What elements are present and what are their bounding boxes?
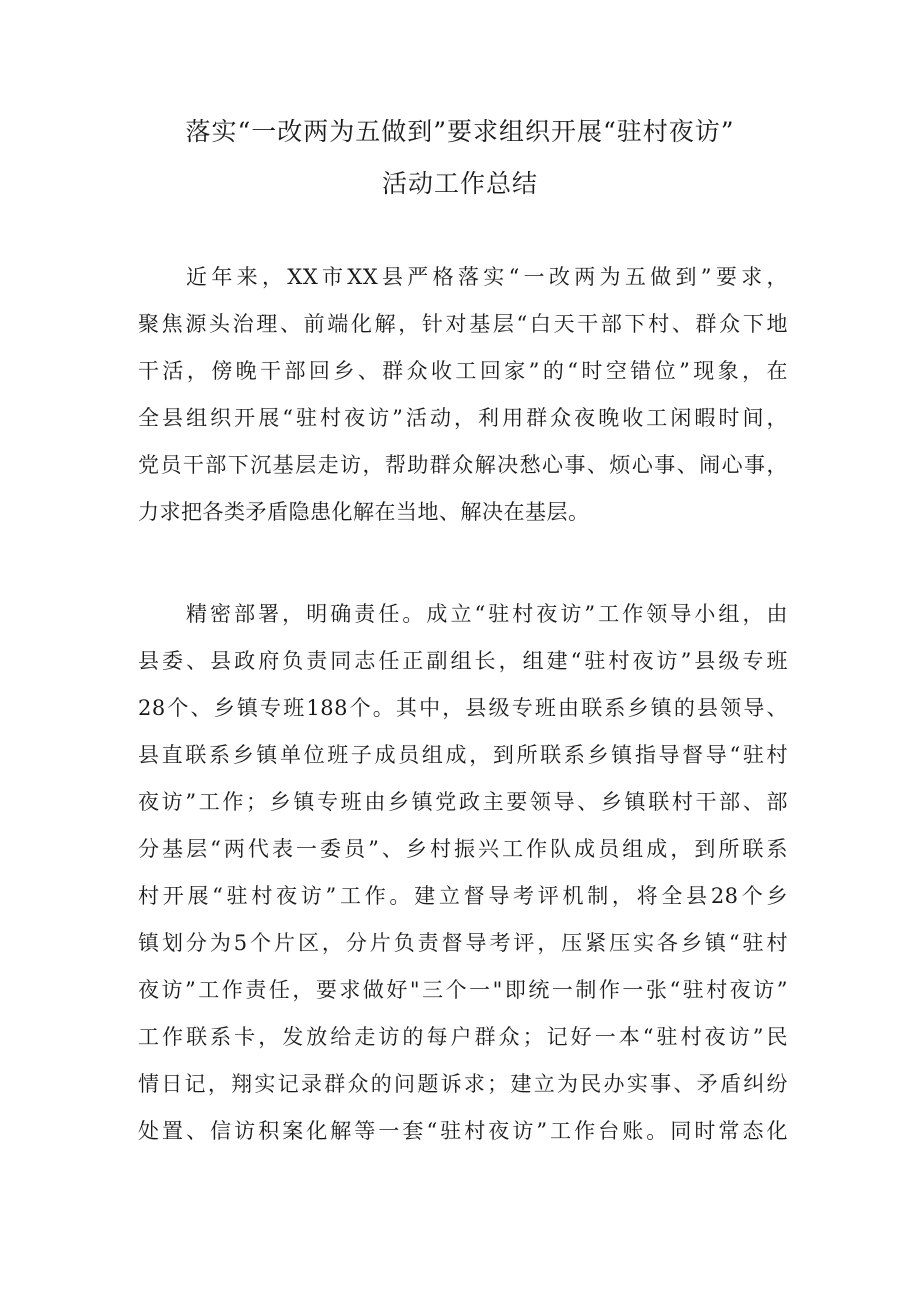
paragraph-1 [138,254,788,536]
paragraph-2-line: 村开展“驻村夜访”工作。建立督导考评机制，将全县28个乡 [138,884,788,908]
paragraph-1-line: 聚焦源头治理、前端化解，针对基层“白天干部下村、群众下地 [138,312,788,336]
paragraph-2-line: 精密部署，明确责任。成立“驻村夜访”工作领导小组，由 [186,602,788,626]
paragraph-2-line: 县委、县政府负责同志任正副组长，组建“驻村夜访”县级专班 [138,649,788,673]
paragraph-2-line: 镇划分为5个片区，分片负责督导考评，压紧压实各乡镇“驻村 [138,931,788,955]
paragraph-2 [138,591,788,1155]
paragraph-1-line: 力求把各类矛盾隐患化解在当地、解决在基层。 [138,500,590,524]
paragraph-1-line: 全县组织开展“驻村夜访”活动，利用群众夜晚收工闲暇时间， [138,406,788,430]
paragraph-1-line: 党员干部下沉基层走访，帮助群众解决愁心事、烦心事、闹心事， [138,453,788,477]
paragraph-2-line: 28个、乡镇专班188个。其中，县级专班由联系乡镇的县领导、 [138,696,788,720]
paragraph-2-line: 县直联系乡镇单位班子成员组成，到所联系乡镇指导督导“驻村 [138,743,788,767]
title-line-1: 落实“一改两为五做到”要求组织开展“驻村夜访” [185,117,735,146]
paragraph-2-line: 工作联系卡，发放给走访的每户群众；记好一本“驻村夜访”民 [138,1025,788,1049]
title-line-2: 活动工作总结 [381,169,538,198]
paragraph-2-line: 情日记，翔实记录群众的问题诉求；建立为民办实事、矛盾纠纷 [138,1072,788,1096]
paragraph-2-line: 夜访”工作责任，要求做好"三个一"即统一制作一张“驻村夜访” [138,978,788,1002]
paragraph-2-line: 分基层“两代表一委员”、乡村振兴工作队成员组成，到所联系 [138,837,788,861]
paragraph-2-line: 夜访”工作；乡镇专班由乡镇党政主要领导、乡镇联村干部、部 [138,790,788,814]
paragraph-1-line: 干活，傍晚干部回乡、群众收工回家”的“时空错位”现象，在 [138,359,788,383]
document-title [110,106,810,210]
paragraph-2-line: 处置、信访积案化解等一套“驻村夜访”工作台账。同时常态化 [138,1119,788,1143]
paragraph-1-line: 近年来，XX市XX县严格落实“一改两为五做到”要求， [186,265,788,289]
